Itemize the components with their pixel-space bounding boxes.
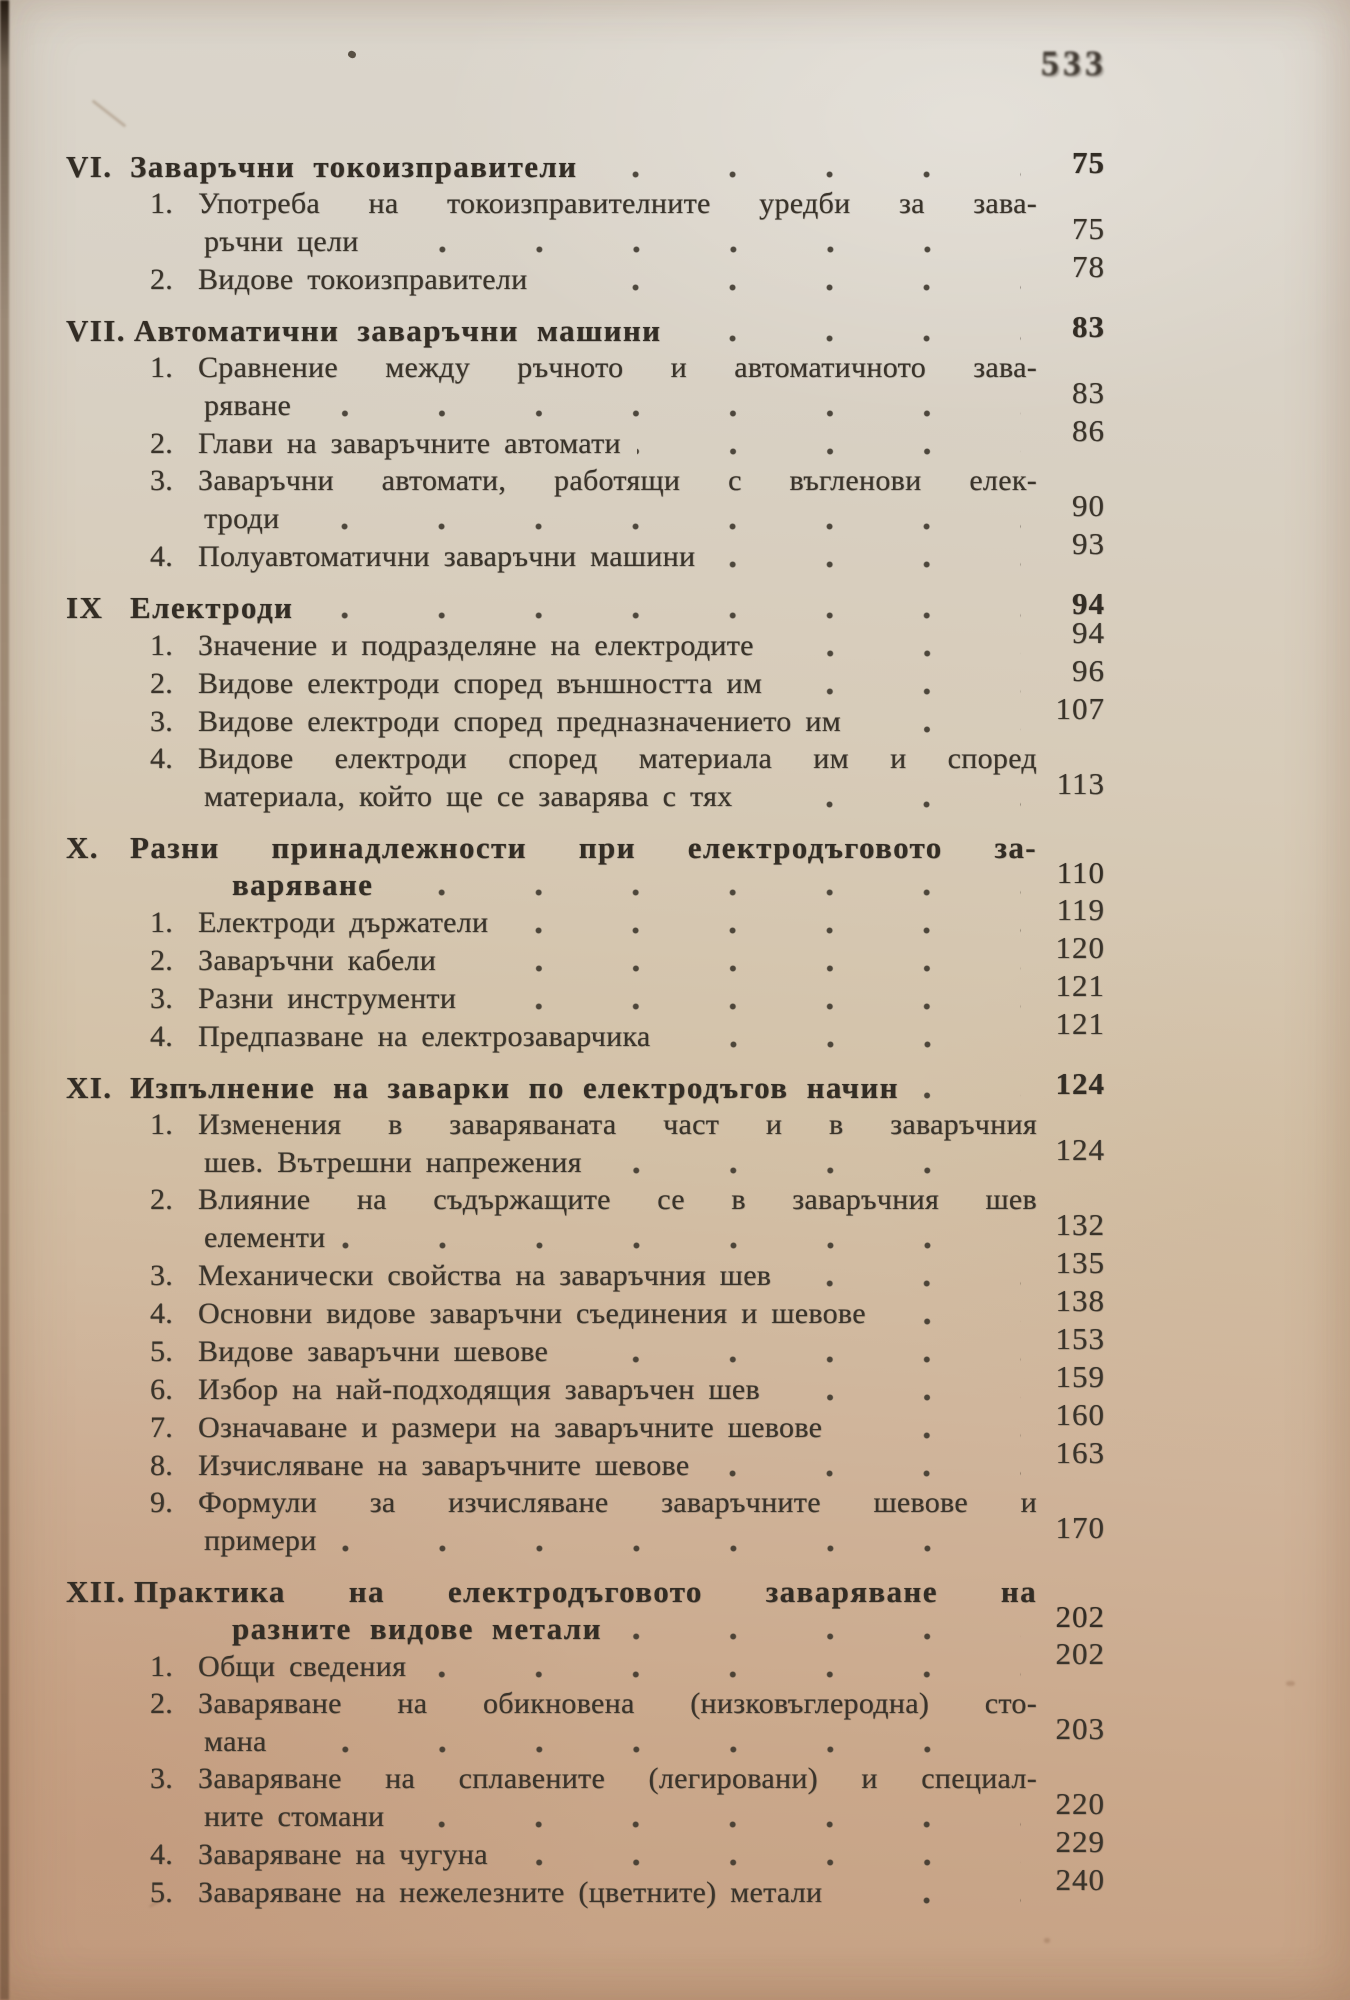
toc-page-number: 124 bbox=[1055, 1066, 1105, 1101]
toc-page-number: 94 bbox=[1072, 586, 1105, 621]
toc-entry-text: Заваряване на нежелезните (цветните) метали bbox=[198, 1876, 823, 1909]
toc-page-number: 135 bbox=[1055, 1245, 1105, 1280]
toc-leader-dots bbox=[637, 424, 1021, 462]
toc-leader-dots bbox=[838, 1873, 1021, 1911]
toc-row bbox=[66, 462, 1105, 499]
toc-entry-number: 6. bbox=[150, 1373, 174, 1406]
toc-entry-text: троди bbox=[204, 502, 280, 535]
toc-leader-dots bbox=[375, 222, 1021, 260]
toc-entry-number: 3. bbox=[150, 982, 174, 1015]
toc-entry-text: разните видове метали bbox=[232, 1611, 602, 1646]
toc-entry-text: Глави на заваръчните автомати bbox=[198, 427, 621, 460]
toc-entry-text: Значение и подразделяне на електродите bbox=[198, 629, 754, 662]
toc-entry-text: Общи сведения bbox=[198, 1650, 407, 1683]
toc-entry-number: 2. bbox=[150, 1687, 174, 1720]
toc-row bbox=[66, 413, 1105, 462]
toc-leader-dots bbox=[307, 386, 1021, 424]
toc-page-number: 94 bbox=[1072, 615, 1105, 650]
toc-page-number: 110 bbox=[1056, 855, 1105, 890]
toc-leader-dots bbox=[504, 1835, 1021, 1873]
toc-page-number: 170 bbox=[1055, 1510, 1105, 1545]
toc-entry-text: ните стомани bbox=[204, 1800, 385, 1833]
toc-page-number: 138 bbox=[1055, 1283, 1105, 1318]
toc-row bbox=[66, 1685, 1105, 1722]
toc-entry-number: 5. bbox=[150, 1335, 174, 1368]
toc-row bbox=[66, 1066, 1105, 1106]
toc-row bbox=[66, 1573, 1105, 1610]
toc-leader-dots bbox=[342, 1218, 1021, 1256]
toc-entry-text: Заваръчни автомати, работящи с въгленови елек- bbox=[198, 464, 1037, 497]
toc-entry-number: 1. bbox=[150, 1108, 174, 1141]
toc-leader-dots bbox=[711, 537, 1021, 575]
toc-row bbox=[66, 968, 1105, 1017]
toc-leader-dots bbox=[667, 1017, 1021, 1055]
toc-row bbox=[66, 766, 1105, 815]
paper-crease bbox=[92, 99, 127, 127]
toc-entry-number: 3. bbox=[150, 705, 174, 738]
toc-leader-dots bbox=[309, 589, 1021, 626]
page-edge-shadow bbox=[0, 0, 9, 2000]
toc-page-number: 75 bbox=[1072, 211, 1105, 246]
toc-leader-dots bbox=[564, 1332, 1021, 1370]
toc-entry-text: Полуавтоматични заваръчни машини bbox=[198, 540, 696, 573]
toc-entry-text: варяване bbox=[232, 867, 374, 902]
toc-leader-dots bbox=[778, 664, 1021, 702]
paper-speck bbox=[1286, 1681, 1295, 1686]
toc-entry-text: Видове електроди според материала им и според bbox=[198, 742, 1037, 775]
toc-row bbox=[66, 375, 1105, 424]
toc-page-number: 120 bbox=[1055, 930, 1105, 965]
toc-row bbox=[66, 488, 1105, 537]
toc-entry-number: 1. bbox=[150, 187, 174, 220]
toc-leader-dots bbox=[618, 1610, 1021, 1647]
toc-row bbox=[66, 1106, 1105, 1143]
toc-entry-text: Видове електроди според предназначението им bbox=[198, 705, 842, 738]
toc-entry-text: Изчисляване на заваръчните шевове bbox=[198, 1449, 690, 1482]
toc-row bbox=[66, 1760, 1105, 1797]
toc-row bbox=[66, 1435, 1105, 1484]
toc-row bbox=[66, 740, 1105, 777]
toc-row bbox=[66, 1132, 1105, 1181]
toc-page-number: 121 bbox=[1055, 968, 1105, 1003]
toc-leader-dots bbox=[705, 1446, 1021, 1484]
toc-page-number: 203 bbox=[1055, 1711, 1105, 1746]
toc-page-number: 96 bbox=[1072, 653, 1105, 688]
toc-leader-dots bbox=[787, 1256, 1021, 1294]
toc-row bbox=[66, 829, 1105, 866]
toc-entry-number: 1. bbox=[150, 906, 174, 939]
toc-row bbox=[66, 1786, 1105, 1835]
toc-entry-number: 4. bbox=[150, 1020, 174, 1053]
toc-entry-text: Сравнение между ръчното и автоматичното зава- bbox=[198, 351, 1037, 384]
toc-entry-text: Изпълнение на заварки по електродъгов начин bbox=[130, 1070, 899, 1105]
toc-leader-dots bbox=[598, 1143, 1021, 1181]
toc-entry-text: Влияние на съдържащите се в заваръчния шев bbox=[198, 1183, 1037, 1216]
toc-row bbox=[66, 1245, 1105, 1294]
toc-entry-text: ръчни цели bbox=[204, 225, 359, 258]
toc-entry-number: 2. bbox=[150, 667, 174, 700]
toc-entry-text: елементи bbox=[204, 1221, 326, 1254]
toc-entry-number: 4. bbox=[150, 742, 174, 775]
toc-entry-number: XI. bbox=[66, 1070, 113, 1105]
toc-page-number: 113 bbox=[1056, 766, 1105, 801]
toc-row bbox=[66, 1283, 1105, 1332]
toc-page-number: 86 bbox=[1072, 413, 1105, 448]
toc-page-number: 229 bbox=[1055, 1824, 1105, 1859]
toc-page-number: 75 bbox=[1072, 145, 1105, 180]
toc-entry-text: Означаване и размери на заваръчните шевове bbox=[198, 1411, 823, 1444]
toc-page-number: 202 bbox=[1055, 1599, 1105, 1634]
toc-page-number: 121 bbox=[1055, 1006, 1105, 1041]
toc-entry-number: IX bbox=[66, 590, 104, 625]
toc-entry-number: 2. bbox=[150, 263, 174, 296]
toc-entry-number: 2. bbox=[150, 944, 174, 977]
paper-speck bbox=[347, 50, 357, 60]
toc-row bbox=[66, 526, 1105, 575]
toc-leader-dots bbox=[770, 626, 1021, 664]
toc-page-number: 90 bbox=[1072, 488, 1105, 523]
toc-page-number: 202 bbox=[1055, 1636, 1105, 1671]
toc-entry-text: Заваряване на обикновена (низковъглеродна) сто- bbox=[198, 1687, 1037, 1720]
toc-entry-text: Заваряване на сплавените (легировани) и специал- bbox=[198, 1762, 1037, 1795]
toc-entry-number: VI. bbox=[66, 149, 113, 184]
toc-entry-text: Видове електроди според външността им bbox=[198, 667, 763, 700]
toc-entry-number: 5. bbox=[150, 1876, 174, 1909]
toc-leader-dots bbox=[400, 1797, 1021, 1835]
toc-row bbox=[66, 892, 1105, 941]
toc-row bbox=[66, 309, 1105, 349]
toc-entry-text: Практика на електродъговото заваряване на bbox=[133, 1574, 1037, 1609]
toc-page-number: 160 bbox=[1055, 1397, 1105, 1432]
toc-entry-number: 1. bbox=[150, 629, 174, 662]
toc-row bbox=[66, 211, 1105, 260]
toc-entry-text: Предпазване на електрозаварчика bbox=[198, 1020, 651, 1053]
toc-leader-dots bbox=[882, 1294, 1021, 1332]
toc-entry-text: Разни инструменти bbox=[198, 982, 457, 1015]
toc-page-number: 153 bbox=[1055, 1321, 1105, 1356]
toc-leader-dots bbox=[504, 903, 1021, 941]
toc-entry-text: материала, който ще се заварява с тях bbox=[204, 780, 733, 813]
toc-entry-text: Основни видове заваръчни съединения и шевове bbox=[198, 1297, 866, 1330]
toc-entry-number: 2. bbox=[150, 1183, 174, 1216]
toc-entry-text: Видове заваръчни шевове bbox=[198, 1335, 549, 1368]
toc-page-number: 78 bbox=[1072, 249, 1105, 284]
toc-entry-number: 7. bbox=[150, 1411, 174, 1444]
toc-row bbox=[66, 349, 1105, 386]
toc-entry-text: Заваръчни токоизправители bbox=[130, 149, 578, 184]
toc-leader-dots bbox=[543, 260, 1021, 298]
toc-entry-text: Заваръчни кабели bbox=[198, 944, 437, 977]
toc-leader-dots bbox=[472, 979, 1021, 1017]
toc-page-number: 83 bbox=[1072, 309, 1105, 344]
toc-entry-text: Употреба на токоизправителните уредби за зава- bbox=[198, 187, 1037, 220]
toc-row bbox=[66, 1321, 1105, 1370]
toc-row bbox=[66, 1510, 1105, 1559]
toc-page-number: 240 bbox=[1055, 1862, 1105, 1897]
toc-entry-text: Автоматични заваръчни машини bbox=[133, 313, 662, 348]
toc-leader-dots bbox=[389, 866, 1021, 903]
toc-entry-number: 3. bbox=[150, 464, 174, 497]
toc-row bbox=[66, 1636, 1105, 1685]
toc-entry-number: 4. bbox=[150, 1838, 174, 1871]
toc-row bbox=[66, 691, 1105, 740]
toc-row bbox=[66, 1359, 1105, 1408]
toc-row bbox=[66, 1711, 1105, 1760]
toc-row bbox=[66, 1862, 1105, 1911]
toc-entry-number: 3. bbox=[150, 1762, 174, 1795]
toc-row bbox=[66, 249, 1105, 298]
toc-leader-dots bbox=[422, 1647, 1021, 1685]
toc-leader-dots bbox=[915, 1069, 1021, 1106]
toc-entry-number: X. bbox=[66, 830, 99, 865]
toc-leader-dots bbox=[776, 1370, 1021, 1408]
toc-page-number: 119 bbox=[1056, 892, 1105, 927]
table-of-contents bbox=[66, 134, 1105, 1911]
toc-row bbox=[66, 653, 1105, 702]
toc-row bbox=[66, 1484, 1105, 1521]
toc-row bbox=[66, 586, 1105, 626]
toc-entry-number: 9. bbox=[150, 1486, 174, 1519]
toc-leader-dots bbox=[333, 1521, 1021, 1559]
toc-row bbox=[66, 855, 1105, 903]
toc-entry-number: 2. bbox=[150, 427, 174, 460]
toc-entry-text: Изменения в заваряваната част и в заваръчния bbox=[198, 1108, 1037, 1141]
toc-entry-text: примери bbox=[204, 1524, 317, 1557]
toc-page-number: 159 bbox=[1055, 1359, 1105, 1394]
toc-entry-text: Електроди bbox=[130, 590, 294, 625]
toc-page-number: 132 bbox=[1055, 1207, 1105, 1242]
toc-entry-number: 4. bbox=[150, 540, 174, 573]
toc-entry-number: VII. bbox=[66, 313, 126, 348]
toc-entry-text: Формули за изчисляване заваръчните шевове и bbox=[198, 1486, 1037, 1519]
toc-entry-text: Избор на най-подходящия заваръчен шев bbox=[198, 1373, 760, 1406]
toc-entry-text: шев. Вътрешни напрежения bbox=[204, 1146, 582, 1179]
toc-leader-dots bbox=[283, 1722, 1021, 1760]
toc-entry-number: 8. bbox=[150, 1449, 174, 1482]
toc-row bbox=[66, 145, 1105, 185]
toc-entry-number: XII. bbox=[66, 1574, 126, 1609]
toc-page-number: 107 bbox=[1055, 691, 1105, 726]
toc-entry-number: 1. bbox=[150, 351, 174, 384]
toc-leader-dots bbox=[452, 941, 1021, 979]
toc-leader-dots bbox=[593, 148, 1021, 185]
toc-entry-text: Електроди държатели bbox=[198, 906, 489, 939]
toc-row bbox=[66, 1824, 1105, 1873]
toc-leader-dots bbox=[677, 312, 1021, 349]
toc-page-number: 124 bbox=[1055, 1132, 1105, 1167]
paper-speck bbox=[1044, 1938, 1050, 1943]
toc-row bbox=[66, 930, 1105, 979]
toc-page-number: 93 bbox=[1072, 526, 1105, 561]
toc-row bbox=[66, 1599, 1105, 1647]
toc-row bbox=[66, 1181, 1105, 1218]
toc-row bbox=[66, 185, 1105, 222]
toc-row bbox=[66, 615, 1105, 664]
toc-entry-text: Заваряване на чугуна bbox=[198, 1838, 488, 1871]
toc-entry-text: Видове токоизправители bbox=[198, 263, 528, 296]
toc-entry-text: Механически свойства на заваръчния шев bbox=[198, 1259, 772, 1292]
toc-leader-dots bbox=[748, 777, 1021, 815]
toc-row bbox=[66, 1006, 1105, 1055]
toc-entry-text: Разни принадлежности при електродъговото за- bbox=[130, 830, 1037, 865]
toc-page-number: 83 bbox=[1072, 375, 1105, 410]
toc-leader-dots bbox=[838, 1408, 1021, 1446]
toc-leader-dots bbox=[857, 702, 1021, 740]
toc-row bbox=[66, 1207, 1105, 1256]
toc-entry-number: 1. bbox=[150, 1650, 174, 1683]
toc-entry-number: 4. bbox=[150, 1297, 174, 1330]
page-number: 533 bbox=[1041, 43, 1107, 83]
toc-row bbox=[66, 1397, 1105, 1446]
toc-leader-dots bbox=[295, 499, 1021, 537]
toc-entry-text: ряване bbox=[204, 389, 292, 422]
toc-entry-text: мана bbox=[204, 1725, 267, 1758]
toc-page-number: 220 bbox=[1055, 1786, 1105, 1821]
toc-page-number: 163 bbox=[1055, 1435, 1105, 1470]
toc-entry-number: 3. bbox=[150, 1259, 174, 1292]
